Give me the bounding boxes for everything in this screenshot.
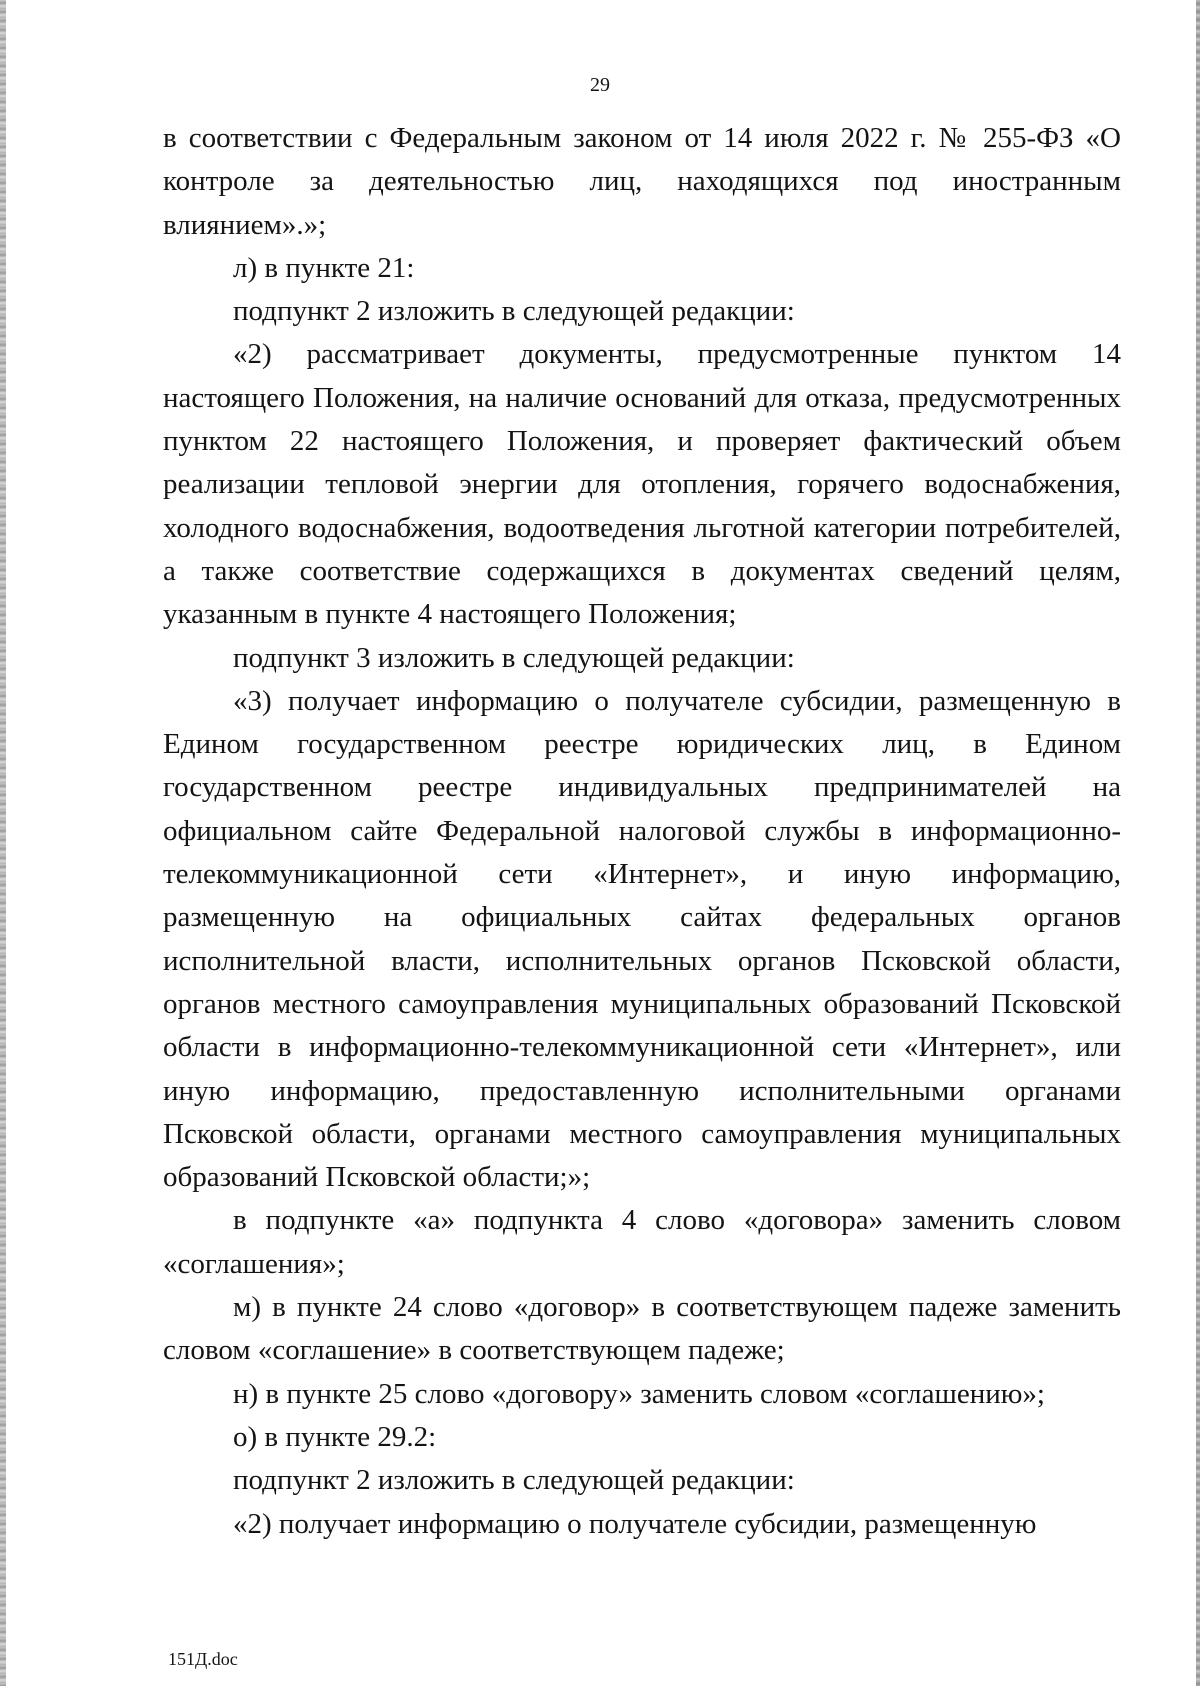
paragraph: л) в пункте 21: xyxy=(233,251,415,284)
paragraph: в соответствии с Федеральным законом от 14 июля 2022 г. № 255-ФЗ «О контроле за деятельностью лиц, находящихся под иностранным влиянием».»; xyxy=(163,122,1121,241)
paragraph: подпункт 2 изложить в следующей редакции: xyxy=(233,295,795,328)
paragraph: в подпункте «а» подпункта 4 слово «договора» заменить словом «соглашения»; xyxy=(163,1204,1121,1280)
paragraph: подпункт 2 изложить в следующей редакции: xyxy=(233,1464,795,1497)
paragraph: «3) получает информацию о получателе субсидии, размещенную в Едином государственном реестре юридических лиц, в Едином государственном реестре индивидуальных предпринимателей на официальном сайте Федеральной налоговой службы в информационно-телекоммуникационной сети «Интернет», и иную информацию, размещенную на официальных сайтах федеральных органов исполнительной власти, исполнительных органов Псковской области, органов местного самоуправления муниципальных образований Псковской области в информационно-телекоммуникационной сети «Интернет», или иную информацию, предоставленную исполнительными органами Псковской области, органами местного самоуправления муниципальных образований Псковской области;»; xyxy=(163,684,1121,1194)
scan-edge-left xyxy=(0,0,6,1686)
paragraph: подпункт 3 изложить в следующей редакции: xyxy=(233,641,795,674)
paragraph: о) в пункте 29.2: xyxy=(233,1420,437,1453)
page-number: 29 xyxy=(590,74,610,96)
paragraph: «2) рассматривает документы, предусмотренные пунктом 14 настоящего Положения, на наличие оснований для отказа, предусмотренных пунктом 22 настоящего Положения, и проверяет фактический объем реализации тепловой энергии для отопления, горячего водоснабжения, холодного водоснабжения, водоотведения льготной категории потребителей, а также соответствие содержащихся в документах сведений целям, указанным в пункте 4 настоящего Положения; xyxy=(163,338,1121,631)
document-body xyxy=(163,117,1121,1546)
paragraph: м) в пункте 24 слово «договор» в соответствующем падеже заменить словом «соглашение» в соответствующем падеже; xyxy=(163,1291,1121,1367)
scan-edge-right xyxy=(1196,0,1200,1686)
footer-filename: 151Д.doc xyxy=(168,1649,238,1669)
paragraph: «2) получает информацию о получателе субсидии, размещенную xyxy=(233,1507,1037,1540)
paragraph: н) в пункте 25 слово «договору» заменить словом «соглашению»; xyxy=(233,1377,1045,1410)
